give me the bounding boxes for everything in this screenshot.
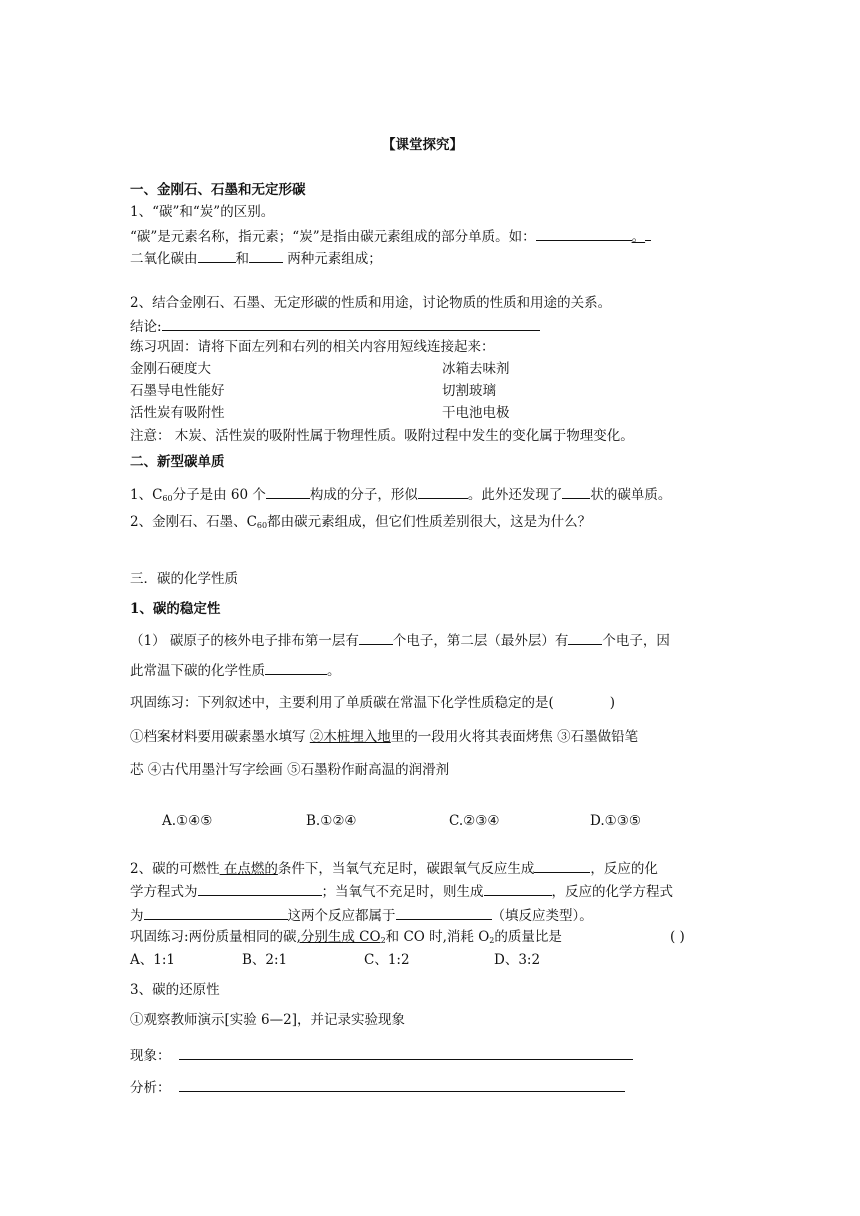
s3-p1-c: 个电子，因 — [602, 633, 670, 649]
ex2-choice-c[interactable]: C、1:2 — [364, 952, 410, 968]
analysis-row — [130, 1077, 625, 1097]
match-right-2: 切割玻璃 — [442, 383, 496, 399]
s2-q1 — [130, 484, 671, 508]
s3-ex-end: ) — [609, 695, 616, 711]
s3-options-line1 — [130, 728, 638, 746]
s1-note: 注意： 木炭、活性炭的吸附性属于物理性质。吸附过程中发生的变化属于物理变化。 — [130, 428, 634, 444]
sub2-h: 为 — [130, 908, 144, 924]
opt1-a: ①档案材料要用碳素墨水填写 — [130, 729, 310, 745]
answer-blank[interactable] — [144, 905, 288, 920]
s1-conclusion — [130, 316, 540, 336]
s3-p1-a: （1） 碳原子的核外电子排布第一层有 — [130, 633, 359, 649]
choice-b[interactable]: B.①②④ — [306, 813, 357, 829]
s2-q1-e: 状的碳单质。 — [590, 487, 672, 503]
sub2-i: 这两个反应都属于 — [287, 908, 396, 924]
sub2-c: 条件下，当氧气充足时，碳跟氧气反应生成 — [277, 861, 535, 877]
ex2-c: O — [369, 929, 381, 945]
sub2-e: 学方程式为 — [130, 884, 198, 900]
match-left-2: 石墨导电性能好 — [130, 383, 225, 399]
answer-blank[interactable] — [418, 484, 468, 499]
ex2-paren: ( ) — [670, 929, 685, 945]
s3-exercise-2 — [130, 928, 562, 950]
opt1-b: ②木桩埋入地 — [309, 729, 391, 745]
answer-blank[interactable] — [534, 858, 590, 873]
answer-blank[interactable] — [249, 248, 283, 263]
opt1-c: 里的一段用火将其表面烤焦 — [390, 729, 558, 745]
phenomenon-blank[interactable] — [179, 1045, 633, 1060]
choice-a[interactable]: A.①④⑤ — [162, 813, 213, 829]
s3-sub3: 3、碳的还原性 — [130, 982, 220, 998]
s3-p1-e: 。 — [327, 663, 341, 679]
s2-q1-d: 。此外还发现了 — [467, 487, 563, 503]
s3-exercise — [130, 694, 615, 712]
s2-q2-sub: 60 — [256, 521, 268, 530]
analysis-label: 分析： — [130, 1080, 171, 1096]
s1-q1-line1-end: 。 — [631, 229, 646, 245]
ex2-e: 的质量比是 — [494, 929, 562, 945]
s1-q1-line2-a: 二氧化碳由 — [130, 251, 198, 267]
answer-blank[interactable] — [536, 226, 632, 241]
s3-sub1: 1、碳的稳定性 — [130, 601, 221, 617]
match-right-1: 冰箱去味剂 — [442, 361, 510, 377]
s3-p1-line2 — [130, 660, 341, 680]
answer-blank[interactable] — [396, 905, 492, 920]
conclusion-label: 结论: — [130, 319, 162, 335]
s3-experiment: ①观察教师演示[实验 6—2]，并记录实验现象 — [130, 1012, 406, 1028]
sub2-j: （填反应类型）。 — [491, 908, 593, 924]
s1-q1-line2 — [130, 248, 382, 268]
s1-q2: 2、结合金刚石、石墨、无定形碳的性质和用途，讨论物质的性质和用途的关系。 — [130, 295, 612, 311]
s2-q1-sub: 60 — [162, 494, 173, 503]
sub2-f: ；当氧气不充足时，则生成 — [321, 884, 484, 900]
choice-d[interactable]: D.①③⑤ — [590, 813, 641, 829]
section-1-heading: 一、金刚石、石墨和无定形碳 — [130, 182, 306, 198]
sub2-g: ，反应的化学方程式 — [551, 884, 673, 900]
s3-sub2-line1 — [130, 858, 658, 878]
s3-sub2-line2 — [130, 881, 673, 901]
s2-q2 — [130, 513, 591, 535]
phenomenon-row — [130, 1045, 633, 1065]
ex2-sub: 2 — [380, 936, 386, 945]
ex2-a: 巩固练习:两份质量相同的碳 — [130, 929, 297, 945]
s2-q1-a: 1、C — [130, 487, 163, 503]
answer-blank[interactable] — [266, 484, 310, 499]
ex2-choice-b[interactable]: B、2:1 — [242, 952, 288, 968]
answer-blank[interactable] — [198, 248, 236, 263]
s1-q1-line1 — [130, 226, 651, 246]
analysis-blank[interactable] — [179, 1077, 625, 1092]
s3-ex-text: 巩固练习：下列叙述中，主要利用了单质碳在常温下化学性质稳定的是( — [130, 695, 554, 711]
s3-sub2-line3 — [130, 905, 593, 925]
answer-blank[interactable] — [198, 881, 322, 896]
sub2-a: 2、碳的可燃性 — [130, 861, 220, 877]
ex2-b: ,分别生成 C — [296, 929, 370, 945]
s3-options-line2: 芯 ④古代用墨汁写字绘画 ⑤石墨粉作耐高温的润滑剂 — [130, 762, 450, 778]
s2-q1-b: 分子是由 60 个 — [172, 487, 266, 503]
opt1-d: ③石墨做铅笔 — [557, 729, 639, 745]
sub2-b: 在点燃的 — [219, 861, 278, 877]
s1-q1-line1-text: “碳”是元素名称，指元素；“炭”是指由碳元素组成的部分单质。如： — [130, 229, 536, 245]
match-right-3: 干电池电极 — [442, 405, 510, 421]
ex2-d: 和 CO 时,消耗 O — [385, 929, 490, 945]
s3-p1-b: 个电子，第二层（最外层）有 — [392, 633, 569, 649]
conclusion-blank[interactable] — [162, 316, 540, 331]
page-title: 【课堂探究】 — [382, 137, 463, 153]
s1-q1: 1、“碳”和“炭”的区别。 — [130, 204, 275, 220]
answer-blank[interactable] — [484, 881, 552, 896]
answer-blank[interactable] — [645, 226, 651, 241]
section-3-heading: 三．碳的化学性质 — [130, 571, 238, 587]
answer-blank[interactable] — [568, 630, 602, 645]
s3-p1-line1 — [130, 630, 670, 650]
answer-blank[interactable] — [359, 630, 393, 645]
answer-blank[interactable] — [265, 660, 327, 675]
s1-q1-line2-b: 和 — [235, 251, 249, 267]
ex2-choice-d[interactable]: D、3:2 — [494, 952, 541, 968]
match-left-3: 活性炭有吸附性 — [130, 405, 225, 421]
answer-blank[interactable] — [562, 484, 590, 499]
ex2-sub2: 2 — [489, 936, 495, 945]
ex2-choice-a[interactable]: A、1:1 — [130, 952, 175, 968]
s1-q1-line2-c: 两种元素组成； — [283, 251, 382, 267]
sub2-d: ，反应的化 — [590, 861, 658, 877]
s3-p1-d: 此常温下碳的化学性质 — [130, 663, 265, 679]
choice-c[interactable]: C.②③④ — [449, 813, 500, 829]
s2-q2-b: 都由碳元素组成，但它们性质差别很大，这是为什么？ — [267, 514, 592, 530]
match-left-1: 金刚石硬度大 — [130, 361, 211, 377]
phenomenon-label: 现象： — [130, 1048, 171, 1064]
s2-q2-a: 2、金刚石、石墨、C — [130, 514, 257, 530]
s1-practice: 练习巩固：请将下面左列和右列的相关内容用短线连接起来： — [130, 339, 495, 355]
s2-q1-c: 构成的分子，形似 — [309, 487, 418, 503]
section-2-heading: 二、新型碳单质 — [130, 454, 225, 470]
